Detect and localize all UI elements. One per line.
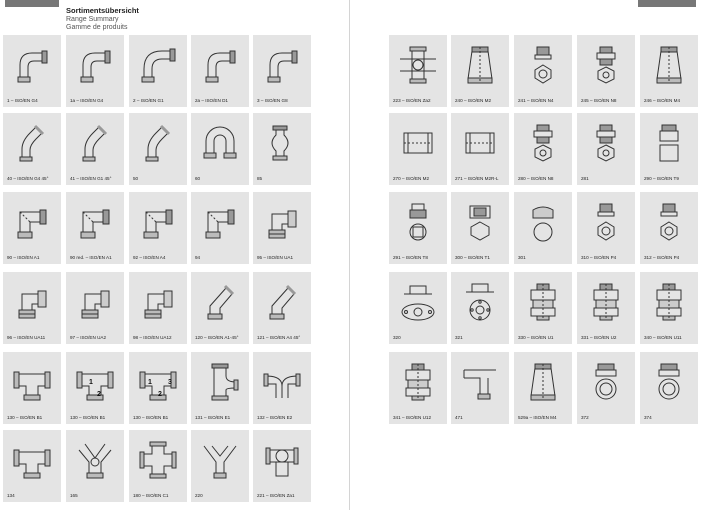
product-tile bbox=[389, 352, 447, 424]
product-tile bbox=[389, 35, 447, 107]
product-tile bbox=[577, 192, 635, 264]
product-tile bbox=[191, 35, 249, 107]
product-tile bbox=[129, 430, 187, 502]
product-label: 321 bbox=[455, 335, 463, 340]
product-tile bbox=[451, 352, 509, 424]
svg-text:1: 1 bbox=[89, 379, 93, 386]
header-bar-left bbox=[5, 0, 59, 7]
product-label: 40 – ISO/EN G4 45° bbox=[7, 176, 49, 181]
product-tile bbox=[640, 35, 698, 107]
product-label: 281 bbox=[581, 176, 589, 181]
product-label: 97 – ISO/EN UA2 bbox=[70, 335, 107, 340]
product-tile bbox=[66, 272, 124, 344]
product-label: 290 – ISO/EN T9 bbox=[644, 176, 679, 181]
product-tile bbox=[389, 272, 447, 344]
product-label: 120 – ISO/EN A1-45° bbox=[195, 335, 239, 340]
product-tile bbox=[640, 352, 698, 424]
product-label: 130 – ISO/EN B1 bbox=[70, 415, 106, 420]
product-label: 50 bbox=[133, 176, 139, 181]
product-tile bbox=[129, 352, 187, 424]
product-label: 2 – ISO/EN G1 bbox=[133, 98, 164, 103]
product-tile bbox=[451, 35, 509, 107]
product-tile bbox=[191, 352, 249, 424]
product-label: 340 – ISO/EN U11 bbox=[644, 335, 682, 340]
product-tile bbox=[191, 113, 249, 185]
product-tile bbox=[129, 192, 187, 264]
product-label: 270 – ISO/EN M2 bbox=[393, 176, 430, 181]
title-en: Range Summary bbox=[66, 15, 119, 23]
product-label: 90 – ISO/EN A1 bbox=[7, 255, 40, 260]
product-tile bbox=[3, 113, 61, 185]
product-tile bbox=[3, 192, 61, 264]
product-tile bbox=[253, 35, 311, 107]
product-tile bbox=[577, 352, 635, 424]
product-label: 132 – ISO/EN E2 bbox=[257, 415, 293, 420]
product-label: 95 – ISO/EN UA1 bbox=[257, 255, 294, 260]
svg-text:2: 2 bbox=[97, 391, 101, 398]
product-label: 300 – ISO/EN T1 bbox=[455, 255, 490, 260]
product-tile bbox=[640, 192, 698, 264]
product-label: 221 – ISO/EN Za1 bbox=[257, 493, 295, 498]
product-tile bbox=[129, 35, 187, 107]
product-tile bbox=[514, 35, 572, 107]
product-tile bbox=[577, 35, 635, 107]
product-label: 271 – ISO/EN M2R-L bbox=[455, 176, 499, 181]
product-tile bbox=[129, 113, 187, 185]
product-tile bbox=[389, 113, 447, 185]
product-label: 280 – ISO/EN N8 bbox=[518, 176, 554, 181]
product-tile bbox=[514, 272, 572, 344]
product-tile bbox=[191, 430, 249, 502]
product-tile bbox=[253, 192, 311, 264]
product-tile bbox=[577, 113, 635, 185]
svg-text:1: 1 bbox=[148, 379, 152, 386]
svg-text:2: 2 bbox=[158, 391, 162, 398]
product-tile bbox=[3, 352, 61, 424]
product-tile bbox=[640, 113, 698, 185]
product-label: 372 bbox=[581, 415, 589, 420]
product-tile bbox=[66, 430, 124, 502]
product-tile bbox=[514, 192, 572, 264]
product-tile bbox=[3, 272, 61, 344]
product-label: 291 – ISO/EN T8 bbox=[393, 255, 428, 260]
product-tile bbox=[3, 430, 61, 502]
product-label: 1a – ISO/EN G4 bbox=[70, 98, 104, 103]
product-label: 130 – ISO/EN B1 bbox=[133, 415, 169, 420]
product-tile bbox=[451, 192, 509, 264]
product-tile bbox=[577, 272, 635, 344]
product-tile bbox=[389, 192, 447, 264]
product-label: 341 – ISO/EN U12 bbox=[393, 415, 432, 420]
product-label: 312 – ISO/EN P4 bbox=[644, 255, 680, 260]
product-label: 241 – ISO/EN N4 bbox=[518, 98, 554, 103]
product-tile bbox=[66, 352, 124, 424]
product-tile bbox=[129, 272, 187, 344]
product-label: 330 – ISO/EN U1 bbox=[518, 335, 554, 340]
product-label: 131 – ISO/EN E1 bbox=[195, 415, 231, 420]
product-label: 220 bbox=[195, 493, 203, 498]
product-label: 3 – ISO/EN G8 bbox=[257, 98, 288, 103]
product-label: 98 – ISO/EN UA12 bbox=[133, 335, 172, 340]
product-tile bbox=[514, 113, 572, 185]
product-label: 96 – ISO/EN UA11 bbox=[7, 335, 46, 340]
product-tile bbox=[253, 272, 311, 344]
product-label: 41 – ISO/EN G1 45° bbox=[70, 176, 112, 181]
product-label: 94 bbox=[195, 255, 201, 260]
product-label: 471 bbox=[455, 415, 463, 420]
product-tile bbox=[66, 35, 124, 107]
product-label: 320 bbox=[393, 335, 401, 340]
product-label: 529a – ISO/EN M4 bbox=[518, 415, 557, 420]
product-tile bbox=[253, 430, 311, 502]
product-label: 2a – ISO/EN D1 bbox=[195, 98, 228, 103]
product-tile bbox=[191, 272, 249, 344]
product-label: 130 – ISO/EN B1 bbox=[7, 415, 43, 420]
product-tile bbox=[66, 192, 124, 264]
product-tile bbox=[3, 35, 61, 107]
product-tile bbox=[451, 272, 509, 344]
product-label: 121 – ISO/EN A4 45° bbox=[257, 335, 301, 340]
product-label: 134 bbox=[7, 493, 15, 498]
title-de: Sortimentsübersicht bbox=[66, 6, 139, 15]
product-label: 85 bbox=[257, 176, 263, 181]
product-tile bbox=[253, 352, 311, 424]
product-tile bbox=[191, 192, 249, 264]
product-label: 223 – ISO/EN Za2 bbox=[393, 98, 431, 103]
product-label: 90 red. – ISO/EN A1 bbox=[70, 255, 112, 260]
product-label: 246 – ISO/EN M4 bbox=[644, 98, 681, 103]
product-label: 310 – ISO/EN P4 bbox=[581, 255, 617, 260]
product-label: 374 bbox=[644, 415, 652, 420]
product-label: 180 – ISO/EN C1 bbox=[133, 493, 169, 498]
product-tile bbox=[253, 113, 311, 185]
title-fr: Gamme de produits bbox=[66, 24, 128, 31]
product-tile bbox=[514, 352, 572, 424]
header-bar-right bbox=[638, 0, 696, 7]
svg-text:3: 3 bbox=[168, 379, 172, 386]
product-label: 331 – ISO/EN U2 bbox=[581, 335, 617, 340]
product-tile bbox=[66, 113, 124, 185]
catalog-title bbox=[66, 7, 139, 33]
product-label: 1 – ISO/EN G4 bbox=[7, 98, 38, 103]
product-tile bbox=[640, 272, 698, 344]
product-label: 301 bbox=[518, 255, 526, 260]
page-spine bbox=[349, 0, 350, 510]
product-label: 245 – ISO/EN N8 bbox=[581, 98, 617, 103]
product-label: 92 – ISO/EN A4 bbox=[133, 255, 166, 260]
product-label: 240 – ISO/EN M2 bbox=[455, 98, 492, 103]
product-label: 60 bbox=[195, 176, 201, 181]
product-label: 165 bbox=[70, 493, 78, 498]
product-tile bbox=[451, 113, 509, 185]
